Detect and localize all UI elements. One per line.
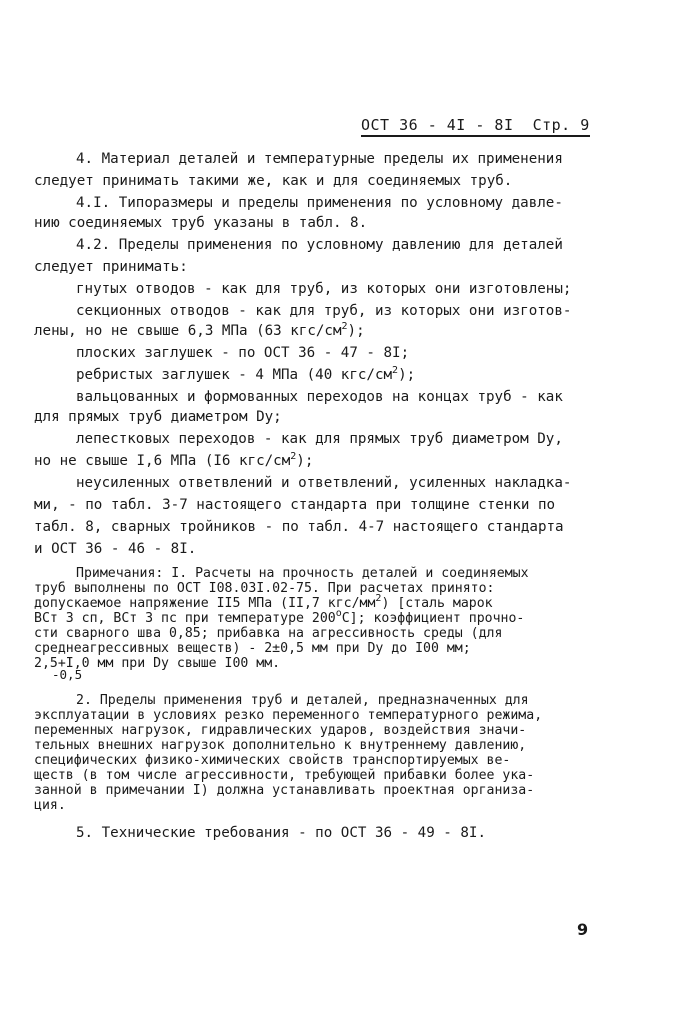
section-item: 5. Технические требования - по ОСТ 36 - 49 - 8I. (76, 825, 486, 841)
text-segment: допускаемое напряжение II5 МПа (II,7 кгс/мм (34, 596, 376, 611)
text-line (34, 452, 313, 472)
page-number: 9 (577, 920, 589, 939)
note-line: сти сварного шва 0,85; прибавка на агрессивность среды (для (34, 626, 503, 641)
note-line: среднеагрессивных веществ) - 2±0,5 мм при Dу до I00 мм; (34, 641, 471, 656)
note-line: Примечания: I. Расчеты на прочность деталей и соединяемых (76, 566, 529, 581)
para-line: эксплуатации в условиях резко переменного температурного режима, (34, 708, 543, 723)
note-line: труб выполнены по ОСТ I08.03I.02-75. При расчетах принято: (34, 581, 495, 596)
text-line: 4.2. Пределы применения по условному давлению для деталей (76, 237, 563, 253)
text-line: вальцованных и формованных переходов на концах труб - как (76, 389, 563, 405)
para-line: 2. Пределы применения труб и деталей, предназначенных для (76, 693, 529, 708)
text-segment: ); (347, 323, 365, 339)
superscript: 2 (290, 451, 297, 462)
text-segment: но не свыше I,6 МПа (I6 кгс/см (34, 453, 291, 469)
text-segment: лены, но не свыше 6,3 МПа (63 кгс/см (34, 323, 342, 339)
note-line (34, 593, 493, 612)
text-line: следует принимать такими же, как и для соединяемых труб. (34, 173, 513, 189)
para-line: специфических физико-химических свойств транспортируемых ве- (34, 753, 511, 768)
text-line: плоских заглушек - по ОСТ 36 - 47 - 8I; (76, 345, 410, 361)
note-line (34, 608, 525, 627)
text-line (76, 366, 415, 386)
text-line: 4. Материал деталей и температурные пределы их применения (76, 151, 563, 167)
text-line (34, 322, 365, 342)
page-header (361, 116, 590, 137)
text-segment: ребристых заглушек - 4 МПа (40 кгс/см (76, 367, 393, 383)
text-line: ми, - по табл. 3-7 настоящего стандарта при толщине стенки по (34, 497, 556, 513)
text-segment: ) [сталь марок (381, 596, 493, 611)
text-line: нию соединяемых труб указаны в табл. 8. (34, 215, 368, 231)
superscript: 2 (375, 593, 382, 604)
doc-code: ОСТ 36 - 4I - 8I (361, 116, 514, 134)
text-line: гнутых отводов - как для труб, из которых они изготовлены; (76, 281, 572, 297)
superscript: 2 (392, 365, 399, 376)
text-line: табл. 8, сварных тройников - по табл. 4-7 настоящего стандарта (34, 519, 564, 535)
text-line: и ОСТ 36 - 46 - 8I. (34, 541, 197, 557)
text-line: следует принимать: (34, 259, 188, 275)
text-line: для прямых труб диаметром Dу; (34, 409, 282, 425)
tolerance-subscript: -0,5 (52, 667, 83, 682)
superscript: 2 (341, 321, 348, 332)
text-line: неусиленных ответвлений и ответвлений, усиленных накладка- (76, 475, 572, 491)
text-segment: ВСт 3 сп, ВСт 3 пс при температуре 200 (34, 611, 336, 626)
text-line: секционных отводов - как для труб, из которых они изготов- (76, 303, 572, 319)
text-segment: С]; коэффициент прочно- (341, 611, 525, 626)
text-segment: ); (398, 367, 416, 383)
para-line: ция. (34, 798, 66, 813)
note-line: 2,5+I,0 мм при Dу свыше I00 мм. (34, 656, 281, 671)
para-line: переменных нагрузок, гидравлических ударов, воздействия значи- (34, 723, 527, 738)
para-line: ществ (в том числе агрессивности, требующей прибавки более ука- (34, 768, 535, 783)
text-line: лепестковых переходов - как для прямых труб диаметром Dу, (76, 431, 563, 447)
text-segment: ); (296, 453, 314, 469)
degree-sign: о (335, 608, 342, 619)
text-line: 4.I. Типоразмеры и пределы применения по условному давле- (76, 195, 563, 211)
para-line: занной в примечании I) должна устанавливать проектная организа- (34, 783, 535, 798)
para-line: тельных внешних нагрузок дополнительно к внутреннему давлению, (34, 738, 527, 753)
page-label: Стр. 9 (532, 116, 590, 134)
